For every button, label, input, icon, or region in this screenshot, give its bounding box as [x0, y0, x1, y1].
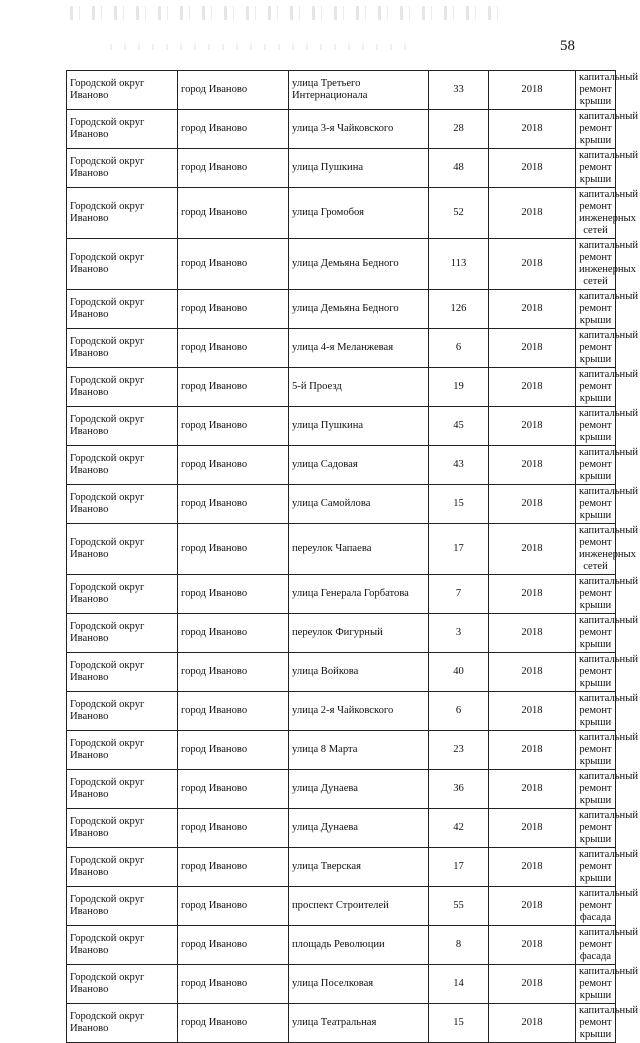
city-cell: город Иваново [178, 446, 289, 485]
table-row [67, 926, 616, 965]
table-row [67, 524, 616, 575]
district-cell: Городской округ Иваново [67, 188, 178, 239]
house-number-cell: 36 [429, 770, 489, 809]
district-cell: Городской округ Иваново [67, 848, 178, 887]
house-number-cell: 7 [429, 575, 489, 614]
city-cell: город Иваново [178, 575, 289, 614]
city-cell: город Иваново [178, 329, 289, 368]
district-cell: Городской округ Иваново [67, 809, 178, 848]
work-type-cell: капитальный ремонт крыши [576, 965, 616, 1004]
house-number-cell: 42 [429, 809, 489, 848]
year-cell: 2018 [489, 110, 576, 149]
house-number-cell: 14 [429, 965, 489, 1004]
table-row [67, 290, 616, 329]
table-row [67, 575, 616, 614]
year-cell: 2018 [489, 614, 576, 653]
work-type-cell: капитальный ремонт инженерных сетей [576, 239, 616, 290]
year-cell: 2018 [489, 446, 576, 485]
table-row [67, 770, 616, 809]
street-cell: переулок Чапаева [289, 524, 429, 575]
city-cell: город Иваново [178, 848, 289, 887]
street-cell: улица Демьяна Бедного [289, 290, 429, 329]
work-type-cell: капитальный ремонт крыши [576, 71, 616, 110]
house-number-cell: 33 [429, 71, 489, 110]
house-number-cell: 52 [429, 188, 489, 239]
street-cell: улица Тверская [289, 848, 429, 887]
year-cell: 2018 [489, 731, 576, 770]
work-type-cell: капитальный ремонт крыши [576, 110, 616, 149]
city-cell: город Иваново [178, 653, 289, 692]
city-cell: город Иваново [178, 110, 289, 149]
work-type-cell: капитальный ремонт крыши [576, 407, 616, 446]
year-cell: 2018 [489, 368, 576, 407]
house-number-cell: 126 [429, 290, 489, 329]
work-type-cell: капитальный ремонт крыши [576, 149, 616, 188]
district-cell: Городской округ Иваново [67, 575, 178, 614]
house-number-cell: 113 [429, 239, 489, 290]
city-cell: город Иваново [178, 770, 289, 809]
work-type-cell: капитальный ремонт крыши [576, 692, 616, 731]
street-cell: улица 2-я Чайковского [289, 692, 429, 731]
district-cell: Городской округ Иваново [67, 149, 178, 188]
city-cell: город Иваново [178, 407, 289, 446]
district-cell: Городской округ Иваново [67, 731, 178, 770]
house-number-cell: 6 [429, 692, 489, 731]
work-type-cell: капитальный ремонт фасада [576, 926, 616, 965]
city-cell: город Иваново [178, 71, 289, 110]
street-cell: улица Демьяна Бедного [289, 239, 429, 290]
table-row [67, 368, 616, 407]
city-cell: город Иваново [178, 965, 289, 1004]
city-cell: город Иваново [178, 188, 289, 239]
work-type-cell: капитальный ремонт крыши [576, 1004, 616, 1043]
city-cell: город Иваново [178, 485, 289, 524]
city-cell: город Иваново [178, 614, 289, 653]
work-type-cell: капитальный ремонт фасада [576, 887, 616, 926]
table-row [67, 71, 616, 110]
city-cell: город Иваново [178, 926, 289, 965]
street-cell: улица Пушкина [289, 149, 429, 188]
house-number-cell: 28 [429, 110, 489, 149]
house-number-cell: 23 [429, 731, 489, 770]
work-type-cell: капитальный ремонт крыши [576, 653, 616, 692]
year-cell: 2018 [489, 575, 576, 614]
year-cell: 2018 [489, 188, 576, 239]
work-type-cell: капитальный ремонт крыши [576, 614, 616, 653]
district-cell: Городской округ Иваново [67, 614, 178, 653]
table-row [67, 239, 616, 290]
district-cell: Городской округ Иваново [67, 290, 178, 329]
city-cell: город Иваново [178, 1004, 289, 1043]
city-cell: город Иваново [178, 149, 289, 188]
district-cell: Городской округ Иваново [67, 965, 178, 1004]
table-row [67, 887, 616, 926]
street-cell: улица Третьего Интернационала [289, 71, 429, 110]
year-cell: 2018 [489, 653, 576, 692]
table-row [67, 809, 616, 848]
district-cell: Городской округ Иваново [67, 110, 178, 149]
district-cell: Городской округ Иваново [67, 653, 178, 692]
house-number-cell: 8 [429, 926, 489, 965]
table-row [67, 407, 616, 446]
district-cell: Городской округ Иваново [67, 1004, 178, 1043]
year-cell: 2018 [489, 239, 576, 290]
year-cell: 2018 [489, 809, 576, 848]
city-cell: город Иваново [178, 524, 289, 575]
district-cell: Городской округ Иваново [67, 485, 178, 524]
work-type-cell: капитальный ремонт инженерных сетей [576, 524, 616, 575]
district-cell: Городской округ Иваново [67, 368, 178, 407]
page-number: 58 [560, 38, 575, 54]
work-type-cell: капитальный ремонт крыши [576, 809, 616, 848]
street-cell: улица Громобоя [289, 188, 429, 239]
work-type-cell: капитальный ремонт крыши [576, 848, 616, 887]
work-type-cell: капитальный ремонт инженерных сетей [576, 188, 616, 239]
city-cell: город Иваново [178, 368, 289, 407]
year-cell: 2018 [489, 329, 576, 368]
street-cell: улица 8 Марта [289, 731, 429, 770]
city-cell: город Иваново [178, 239, 289, 290]
street-cell: улица 3-я Чайковского [289, 110, 429, 149]
street-cell: 5-й Проезд [289, 368, 429, 407]
city-cell: город Иваново [178, 731, 289, 770]
street-cell: площадь Революции [289, 926, 429, 965]
house-number-cell: 17 [429, 524, 489, 575]
house-number-cell: 48 [429, 149, 489, 188]
year-cell: 2018 [489, 926, 576, 965]
city-cell: город Иваново [178, 692, 289, 731]
table-row [67, 653, 616, 692]
house-number-cell: 55 [429, 887, 489, 926]
house-number-cell: 3 [429, 614, 489, 653]
table-row [67, 848, 616, 887]
work-type-cell: капитальный ремонт крыши [576, 446, 616, 485]
year-cell: 2018 [489, 965, 576, 1004]
city-cell: город Иваново [178, 809, 289, 848]
street-cell: улица Театральная [289, 1004, 429, 1043]
street-cell: проспект Строителей [289, 887, 429, 926]
district-cell: Городской округ Иваново [67, 329, 178, 368]
street-cell: улица Пушкина [289, 407, 429, 446]
street-cell: улица Садовая [289, 446, 429, 485]
work-type-cell: капитальный ремонт крыши [576, 770, 616, 809]
table-row [67, 110, 616, 149]
house-number-cell: 19 [429, 368, 489, 407]
scan-artifact [110, 44, 410, 50]
year-cell: 2018 [489, 407, 576, 446]
table-row [67, 731, 616, 770]
work-type-cell: капитальный ремонт крыши [576, 290, 616, 329]
table-row [67, 149, 616, 188]
year-cell: 2018 [489, 1004, 576, 1043]
district-cell: Городской округ Иваново [67, 407, 178, 446]
table-row [67, 614, 616, 653]
house-number-cell: 15 [429, 1004, 489, 1043]
year-cell: 2018 [489, 524, 576, 575]
work-type-cell: капитальный ремонт крыши [576, 368, 616, 407]
year-cell: 2018 [489, 149, 576, 188]
street-cell: улица Генерала Горбатова [289, 575, 429, 614]
table-row [67, 188, 616, 239]
street-cell: улица Дунаева [289, 809, 429, 848]
city-cell: город Иваново [178, 887, 289, 926]
house-number-cell: 45 [429, 407, 489, 446]
year-cell: 2018 [489, 770, 576, 809]
year-cell: 2018 [489, 848, 576, 887]
house-number-cell: 43 [429, 446, 489, 485]
street-cell: улица Поселковая [289, 965, 429, 1004]
repair-schedule-table [66, 70, 639, 1043]
house-number-cell: 15 [429, 485, 489, 524]
district-cell: Городской округ Иваново [67, 71, 178, 110]
year-cell: 2018 [489, 485, 576, 524]
year-cell: 2018 [489, 692, 576, 731]
work-type-cell: капитальный ремонт крыши [576, 485, 616, 524]
year-cell: 2018 [489, 887, 576, 926]
house-number-cell: 6 [429, 329, 489, 368]
house-number-cell: 40 [429, 653, 489, 692]
district-cell: Городской округ Иваново [67, 926, 178, 965]
district-cell: Городской округ Иваново [67, 692, 178, 731]
year-cell: 2018 [489, 71, 576, 110]
district-cell: Городской округ Иваново [67, 770, 178, 809]
district-cell: Городской округ Иваново [67, 887, 178, 926]
city-cell: город Иваново [178, 290, 289, 329]
street-cell: улица Дунаева [289, 770, 429, 809]
table-row [67, 446, 616, 485]
table-row [67, 692, 616, 731]
table-row [67, 485, 616, 524]
table-row [67, 965, 616, 1004]
work-type-cell: капитальный ремонт крыши [576, 329, 616, 368]
district-cell: Городской округ Иваново [67, 524, 178, 575]
district-cell: Городской округ Иваново [67, 239, 178, 290]
work-type-cell: капитальный ремонт крыши [576, 731, 616, 770]
district-cell: Городской округ Иваново [67, 446, 178, 485]
table-row [67, 1004, 616, 1043]
house-number-cell: 17 [429, 848, 489, 887]
street-cell: улица Войкова [289, 653, 429, 692]
street-cell: улица Самойлова [289, 485, 429, 524]
street-cell: переулок Фигурный [289, 614, 429, 653]
scan-artifact [70, 6, 510, 20]
street-cell: улица 4-я Меланжевая [289, 329, 429, 368]
table-row [67, 329, 616, 368]
work-type-cell: капитальный ремонт крыши [576, 575, 616, 614]
year-cell: 2018 [489, 290, 576, 329]
